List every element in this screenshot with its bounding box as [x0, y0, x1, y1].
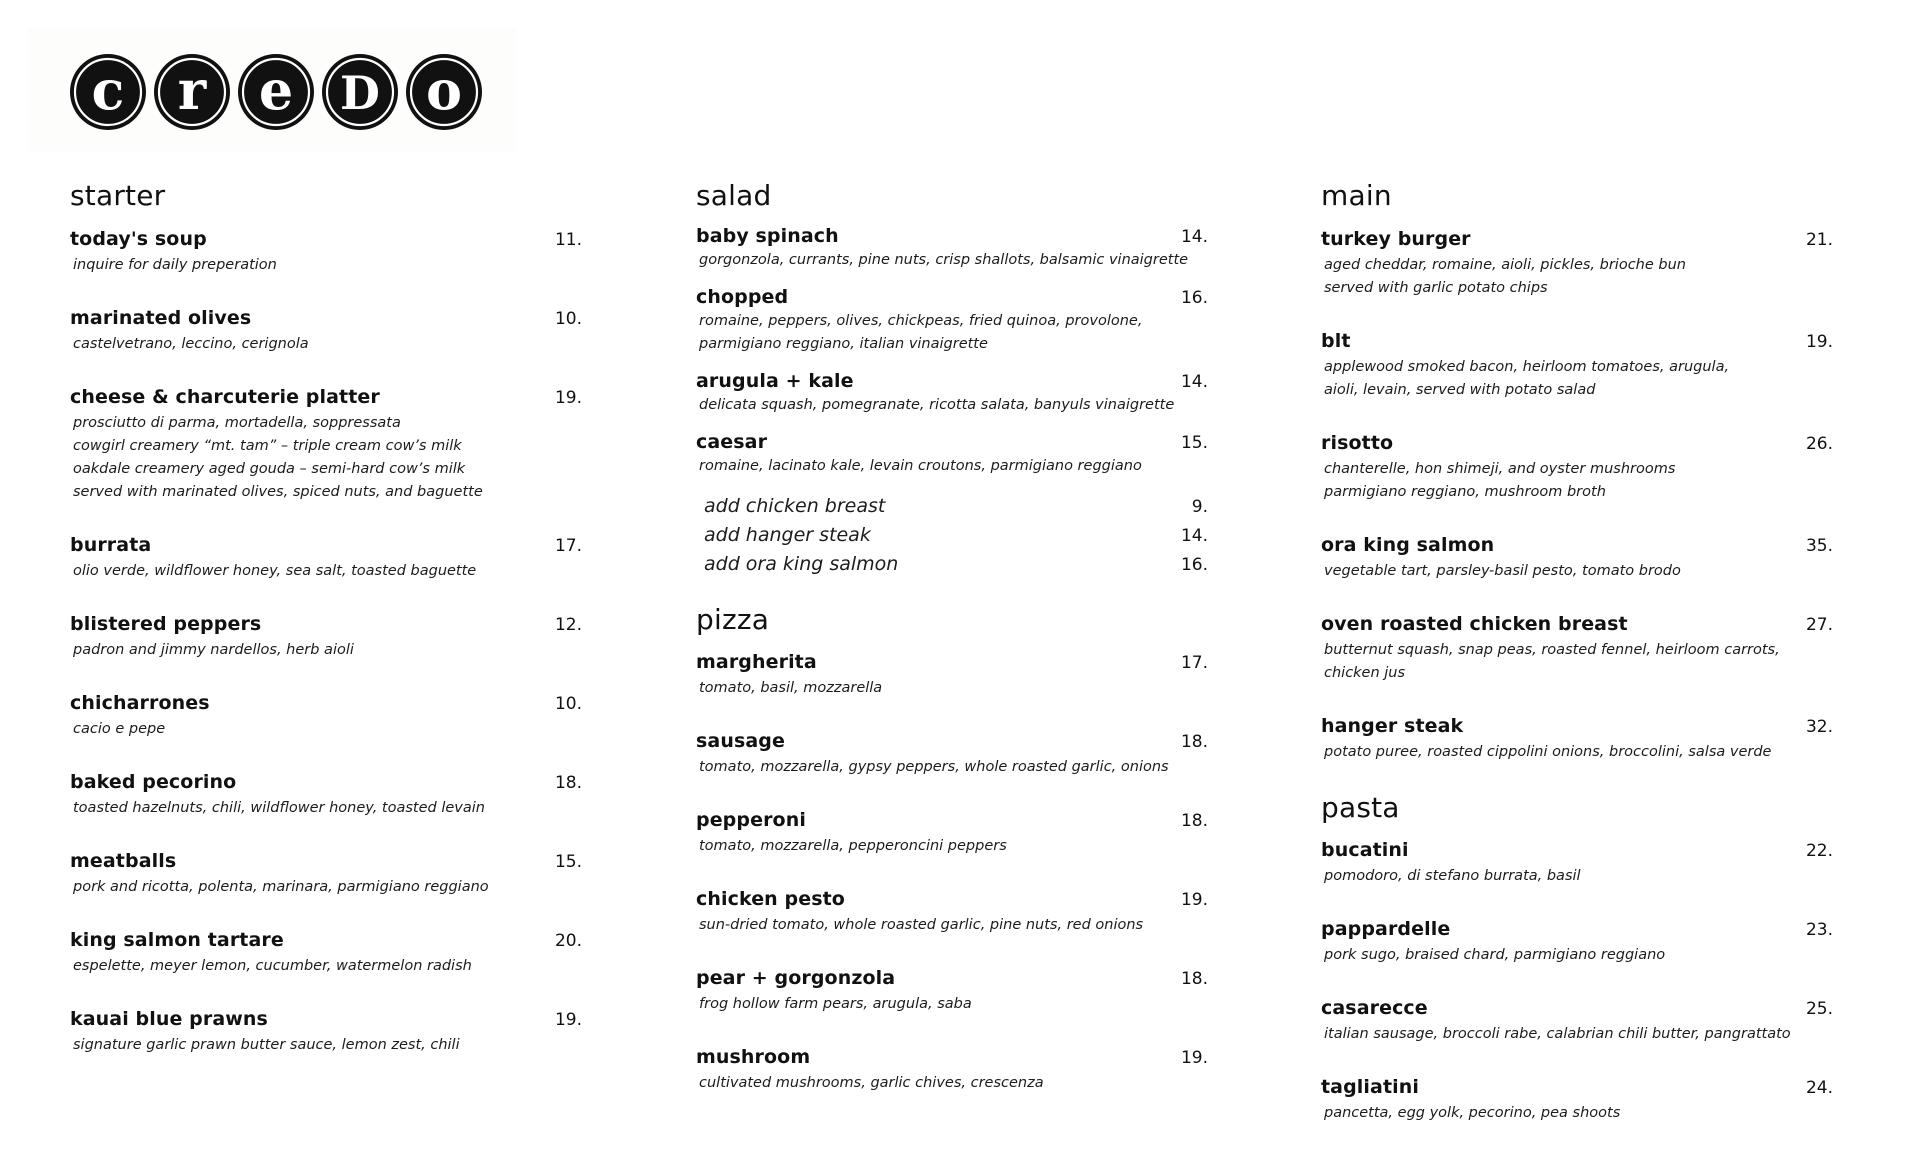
menu-item-price: 25. [1805, 999, 1833, 1020]
menu-item-price: 19. [554, 387, 582, 408]
menu-item [696, 225, 1206, 272]
addon-row [696, 492, 1208, 521]
menu-item-header [1321, 836, 1833, 865]
menu-item-description: castelvetrano, leccino, cerignola [73, 335, 309, 352]
menu-item-header [1321, 994, 1833, 1023]
menu-item-description: espelette, meyer lemon, cucumber, watermelon radish [73, 957, 472, 974]
menu-item-price: 27. [1805, 614, 1833, 635]
addon-row [696, 550, 1208, 579]
menu-item-name: ora king salmon [1321, 533, 1495, 556]
credo-logo [28, 27, 516, 152]
menu-item [696, 727, 1206, 779]
menu-item-name: margherita [696, 651, 817, 674]
menu-section-salad [696, 179, 1206, 579]
logo-letter-disc [406, 54, 482, 130]
menu-column-left [70, 179, 580, 1084]
menu-item-header [70, 847, 582, 876]
section-title: pasta [1321, 790, 1400, 824]
menu-item-name: risotto [1321, 431, 1394, 454]
menu-item-price: 12. [554, 614, 582, 635]
menu-item-name: arugula + kale [696, 369, 854, 392]
menu-item-price: 18. [1180, 811, 1208, 832]
addon-row [696, 521, 1208, 550]
menu-item-price: 21. [1805, 229, 1833, 250]
menu-item [1321, 531, 1831, 583]
menu-item-name: chicken pesto [696, 888, 845, 911]
menu-item-description: toasted hazelnuts, chili, wildflower honey, toasted levain [73, 799, 485, 816]
menu-item [696, 885, 1206, 937]
menu-item-price: 11. [554, 229, 582, 250]
menu-item-name: casarecce [1321, 997, 1428, 1020]
menu-item-header [696, 727, 1208, 756]
menu-column-center [696, 179, 1206, 1122]
menu-item-name: tagliatini [1321, 1076, 1419, 1099]
menu-item-name: bucatini [1321, 839, 1409, 862]
menu-item-price: 15. [1180, 432, 1208, 453]
menu-item-description: pork and ricotta, polenta, marinara, parmigiano reggiano [73, 878, 489, 895]
menu-section-main [1321, 179, 1831, 764]
menu-item-description: sun-dried tomato, whole roasted garlic, pine nuts, red onions [699, 917, 1144, 934]
menu-item-price: 10. [554, 308, 582, 329]
menu-item-header [696, 370, 1208, 394]
menu-item [70, 610, 580, 662]
menu-item-header [70, 926, 582, 955]
menu-item-price: 20. [554, 930, 582, 951]
menu-item [70, 926, 580, 978]
menu-item-name: blistered peppers [70, 612, 262, 635]
addon-name: add chicken breast [704, 494, 886, 517]
menu-item-name: kauai blue prawns [70, 1007, 268, 1030]
menu-item-name: today's soup [70, 227, 207, 250]
addon-price: 9. [1191, 496, 1208, 517]
menu-item-header [1321, 915, 1833, 944]
menu-item-name: hanger steak [1321, 714, 1464, 737]
menu-item [1321, 994, 1831, 1046]
menu-section-starter [70, 179, 580, 1057]
menu-item-description: italian sausage, broccoli rabe, calabrian chili butter, pangrattato [1324, 1026, 1791, 1043]
addon-price: 16. [1180, 554, 1208, 575]
addon-name: add hanger steak [704, 523, 871, 546]
logo-letter: c [91, 58, 125, 122]
menu-item [696, 648, 1206, 700]
logo-letter: o [425, 58, 463, 122]
menu-item-description: delicata squash, pomegranate, ricotta salata, banyuls vinaigrette [699, 396, 1175, 413]
menu-item [70, 531, 580, 583]
menu-item [70, 689, 580, 741]
menu-item-name: baked pecorino [70, 770, 237, 793]
menu-item-price: 22. [1805, 841, 1833, 862]
menu-item-description: cultivated mushrooms, garlic chives, crescenza [699, 1075, 1044, 1092]
menu-item-header [696, 806, 1208, 835]
menu-item [696, 1043, 1206, 1095]
menu-item-name: chopped [696, 285, 789, 308]
menu-item-header [1321, 610, 1833, 639]
menu-item [1321, 225, 1831, 300]
menu-item-name: pepperoni [696, 809, 806, 832]
menu-item-price: 32. [1805, 716, 1833, 737]
menu-item-name: pappardelle [1321, 918, 1451, 941]
menu-item-description: romaine, peppers, olives, chickpeas, fried quinoa, provolone, parmigiano reggiano, italian vinaigrette [699, 312, 1143, 352]
menu-item-header [696, 1043, 1208, 1072]
menu-item [70, 225, 580, 277]
menu-item-name: blt [1321, 329, 1351, 352]
section-title: main [1321, 179, 1392, 212]
menu-item-header [1321, 712, 1833, 741]
menu-item-price: 18. [1180, 969, 1208, 990]
logo-letter: D [340, 66, 380, 120]
section-title: starter [70, 179, 166, 212]
section-title: salad [696, 179, 772, 212]
logo-letter-disc [70, 54, 146, 130]
menu-item-header [1321, 225, 1833, 254]
menu-column-right [1321, 179, 1831, 1152]
menu-item [1321, 712, 1831, 764]
menu-item-price: 14. [1180, 226, 1208, 247]
menu-item-header [696, 431, 1208, 455]
menu-item-header [1321, 1073, 1833, 1102]
menu-item [70, 383, 580, 504]
addon-price: 14. [1180, 525, 1208, 546]
menu-item-header [70, 225, 582, 254]
salad-addons [696, 492, 1206, 579]
menu-item-price: 19. [1180, 890, 1208, 911]
menu-item [696, 806, 1206, 858]
menu-item-description: pancetta, egg yolk, pecorino, pea shoots [1324, 1105, 1621, 1122]
menu-item-price: 15. [554, 851, 582, 872]
menu-item-description: aged cheddar, romaine, aioli, pickles, brioche bun served with garlic potato chips [1324, 256, 1686, 296]
logo-letter: e [258, 58, 294, 122]
menu-item-name: baby spinach [696, 224, 839, 247]
menu-item-header [70, 610, 582, 639]
menu-item-description: potato puree, roasted cippolini onions, broccolini, salsa verde [1324, 743, 1772, 760]
menu-item-description: gorgonzola, currants, pine nuts, crisp shallots, balsamic vinaigrette [699, 251, 1189, 268]
menu-item-name: king salmon tartare [70, 928, 284, 951]
menu-item-price: 17. [1180, 653, 1208, 674]
menu-item-description: vegetable tart, parsley-basil pesto, tomato brodo [1324, 562, 1681, 579]
menu-item-name: caesar [696, 430, 768, 453]
menu-item-price: 19. [1805, 331, 1833, 352]
menu-item [696, 286, 1206, 356]
menu-item-description: romaine, lacinato kale, levain croutons, parmigiano reggiano [699, 457, 1142, 474]
menu-item-price: 16. [1180, 287, 1208, 308]
menu-item-name: oven roasted chicken breast [1321, 612, 1628, 635]
menu-section-pizza [696, 603, 1206, 1096]
menu-item-header [696, 648, 1208, 677]
menu-item-header [1321, 327, 1833, 356]
menu-item [70, 847, 580, 899]
menu-item-description: pomodoro, di stefano burrata, basil [1324, 868, 1581, 885]
menu-item [70, 304, 580, 356]
menu-item-name: marinated olives [70, 306, 252, 329]
menu-item [1321, 1073, 1831, 1125]
menu-item [1321, 610, 1831, 685]
menu-item-description: cacio e pepe [73, 720, 166, 737]
menu-item [696, 964, 1206, 1016]
menu-item-description: prosciutto di parma, mortadella, soppressata cowgirl creamery “mt. tam” – triple cream cow’s milk oakdale creamery aged gouda – semi-hard cow’s milk served with marinated olives, spiced nuts, and baguette [73, 414, 483, 500]
menu-item-description: applewood smoked bacon, heirloom tomatoes, arugula, aioli, levain, served with potato salad [1324, 358, 1730, 398]
menu-item-header [696, 286, 1208, 310]
menu-item [1321, 915, 1831, 967]
logo-letter-disc [238, 54, 314, 130]
menu-item [696, 370, 1206, 417]
menu-item [70, 768, 580, 820]
menu-item-name: mushroom [696, 1046, 811, 1069]
menu-item-name: sausage [696, 730, 785, 753]
menu-item-header [70, 689, 582, 718]
menu-item-description: padron and jimmy nardellos, herb aioli [73, 641, 354, 658]
menu-item-name: meatballs [70, 849, 177, 872]
menu-item-description: chanterelle, hon shimeji, and oyster mushrooms parmigiano reggiano, mushroom broth [1324, 460, 1676, 500]
menu-item-price: 10. [554, 693, 582, 714]
menu-item [1321, 836, 1831, 888]
menu-item-price: 18. [1180, 732, 1208, 753]
menu-item-header [70, 531, 582, 560]
menu-item-header [1321, 531, 1833, 560]
menu-item-header [696, 225, 1208, 249]
addon-name: add ora king salmon [704, 552, 899, 575]
menu-item-name: cheese & charcuterie platter [70, 385, 380, 408]
menu-item-name: burrata [70, 533, 152, 556]
menu-item-price: 19. [554, 1009, 582, 1030]
menu-item-price: 17. [554, 535, 582, 556]
menu-item-header [70, 383, 582, 412]
menu-item-name: chicharrones [70, 691, 210, 714]
logo-letter-disc [154, 54, 230, 130]
menu-item-description: tomato, basil, mozzarella [699, 680, 883, 697]
menu-item-description: signature garlic prawn butter sauce, lemon zest, chili [73, 1036, 460, 1053]
menu-item-description: pork sugo, braised chard, parmigiano reggiano [1324, 947, 1666, 964]
menu-item-header [70, 304, 582, 333]
menu-item-price: 35. [1805, 535, 1833, 556]
menu-item-price: 23. [1805, 920, 1833, 941]
logo-letter: r [177, 58, 207, 122]
menu-item-price: 19. [1180, 1048, 1208, 1069]
section-title: pizza [696, 602, 770, 636]
menu-item [1321, 429, 1831, 504]
menu-item-price: 18. [554, 772, 582, 793]
menu-item-name: pear + gorgonzola [696, 967, 896, 990]
menu-item-description: inquire for daily preperation [73, 256, 277, 273]
menu-item [70, 1005, 580, 1057]
credo-logo-mark [28, 27, 516, 152]
menu-item-header [70, 768, 582, 797]
menu-item-price: 26. [1805, 433, 1833, 454]
menu-item-description: butternut squash, snap peas, roasted fennel, heirloom carrots, chicken jus [1324, 641, 1780, 681]
menu-item-description: tomato, mozzarella, gypsy peppers, whole roasted garlic, onions [699, 759, 1169, 776]
menu-item-header [1321, 429, 1833, 458]
menu-item [1321, 327, 1831, 402]
menu-section-pasta [1321, 791, 1831, 1126]
menu-item-name: turkey burger [1321, 227, 1471, 250]
menu-item-header [696, 885, 1208, 914]
menu-item-price: 14. [1180, 371, 1208, 392]
menu-item-description: frog hollow farm pears, arugula, saba [699, 996, 972, 1013]
menu-item-header [70, 1005, 582, 1034]
menu-item-header [696, 964, 1208, 993]
menu-item-description: tomato, mozzarella, pepperoncini peppers [699, 838, 1007, 855]
logo-letter-disc [322, 54, 398, 130]
menu-item-price: 24. [1805, 1078, 1833, 1099]
menu-item [696, 431, 1206, 478]
menu-item-description: olio verde, wildflower honey, sea salt, toasted baguette [73, 562, 477, 579]
